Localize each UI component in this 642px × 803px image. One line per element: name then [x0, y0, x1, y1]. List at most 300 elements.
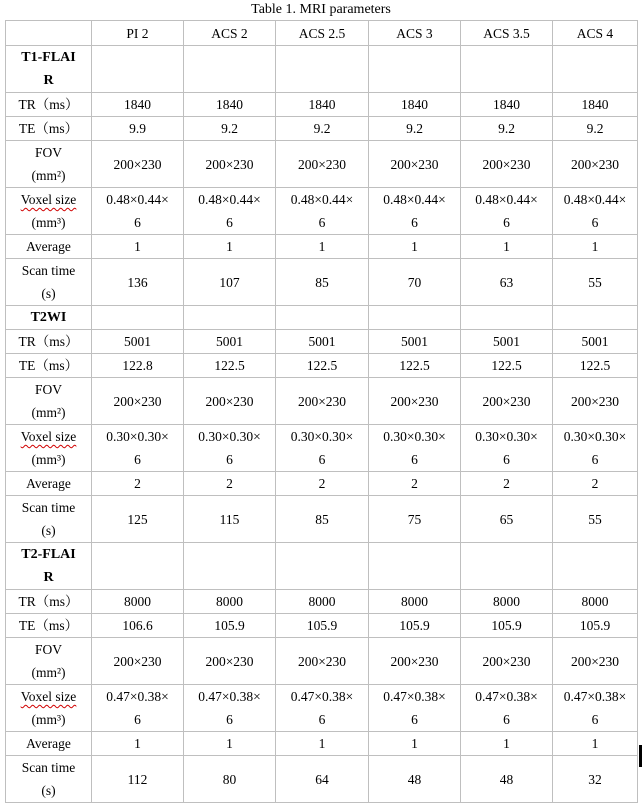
value-cell	[276, 259, 369, 306]
cell-line-1: 0.47×0.38×	[290, 689, 354, 704]
cell-line-1: 1840	[308, 97, 336, 112]
cell-line-1: 32	[588, 771, 602, 787]
table-row	[6, 354, 638, 378]
empty-cell	[461, 543, 553, 590]
section-title	[6, 46, 92, 93]
value-cell	[184, 614, 276, 638]
cell-line-1: 136	[127, 274, 148, 290]
cell-line-1: 200×230	[205, 653, 254, 669]
cell-line-1: 200×230	[570, 653, 620, 669]
value-cell	[276, 638, 369, 685]
cell-line-1: T2WI	[30, 310, 67, 325]
value-cell	[92, 614, 184, 638]
cell-line-1: 55	[588, 511, 602, 527]
value-cell	[369, 141, 461, 188]
cell-line-2: 6	[411, 712, 418, 727]
column-header: ACS 3	[369, 21, 461, 46]
value-cell	[184, 496, 276, 543]
value-cell	[553, 330, 638, 354]
cell-line-1: 1840	[124, 97, 151, 112]
value-cell	[184, 756, 276, 803]
value-cell	[553, 93, 638, 117]
column-header: PI 2	[92, 21, 184, 46]
cell-line-1: Voxel size	[20, 192, 77, 207]
value-cell	[369, 590, 461, 614]
value-cell	[92, 496, 184, 543]
value-cell	[276, 235, 369, 259]
table-row	[6, 496, 638, 543]
value-cell	[276, 590, 369, 614]
cell-line-2: 6	[134, 712, 141, 727]
row-label	[6, 756, 92, 803]
value-cell	[461, 472, 553, 496]
cell-line-2: (s)	[41, 783, 56, 798]
empty-cell	[184, 543, 276, 590]
cell-line-1: 1840	[581, 97, 609, 112]
value-cell	[369, 496, 461, 543]
cell-line-1: 112	[127, 771, 148, 787]
empty-cell	[92, 306, 184, 330]
row-label	[6, 330, 92, 354]
row-label	[6, 590, 92, 614]
cell-line-1: 122.5	[579, 358, 611, 373]
cell-line-1: Voxel size	[20, 429, 77, 444]
cell-line-1: 1	[134, 239, 141, 254]
column-header: ACS 2	[184, 21, 276, 46]
cell-line-1: 0.47×0.38×	[475, 689, 538, 704]
value-cell	[369, 235, 461, 259]
value-cell	[276, 93, 369, 117]
column-header: ACS 3.5	[461, 21, 553, 46]
empty-cell	[553, 543, 638, 590]
empty-cell	[461, 306, 553, 330]
value-cell	[92, 425, 184, 472]
value-cell	[184, 330, 276, 354]
value-cell	[184, 259, 276, 306]
cell-line-1: 1	[226, 239, 233, 254]
cell-line-2: 6	[503, 452, 510, 467]
cell-line-1: 48	[499, 771, 514, 787]
cell-line-1: 0.30×0.30×	[198, 429, 261, 444]
cell-line-1: 0.47×0.38×	[563, 689, 627, 704]
value-cell	[92, 638, 184, 685]
value-cell	[92, 354, 184, 378]
cell-line-1: 1	[503, 736, 510, 751]
table-row	[6, 590, 638, 614]
value-cell	[553, 496, 638, 543]
value-cell	[184, 93, 276, 117]
cell-line-2: 6	[591, 712, 599, 727]
value-cell	[184, 141, 276, 188]
cell-line-1: Scan time	[21, 500, 76, 515]
cell-line-1: 0.48×0.44×	[198, 192, 261, 207]
cell-line-1: 122.8	[122, 358, 153, 373]
cell-line-1: 0.30×0.30×	[290, 429, 354, 444]
value-cell	[276, 117, 369, 141]
cell-line-2: R	[43, 570, 54, 585]
cell-line-2: 6	[503, 712, 510, 727]
cell-line-2: 6	[318, 215, 326, 230]
cell-line-1: 1840	[216, 97, 243, 112]
value-cell	[92, 732, 184, 756]
value-cell	[553, 472, 638, 496]
cell-line-1: 200×230	[390, 156, 439, 172]
cell-line-2: (mm³)	[31, 452, 66, 467]
cell-line-1: 2	[503, 476, 510, 491]
value-cell	[276, 354, 369, 378]
cell-line-1: 115	[219, 511, 240, 527]
cell-line-1: 1840	[493, 97, 520, 112]
cell-line-1: 8000	[308, 594, 336, 609]
cell-line-1: 85	[315, 274, 329, 290]
empty-cell	[369, 46, 461, 93]
cell-line-1: 5001	[401, 334, 428, 349]
cell-line-1: 80	[222, 771, 237, 787]
value-cell	[553, 188, 638, 235]
cell-line-1: 105.9	[579, 618, 611, 633]
cell-line-2: 6	[226, 215, 233, 230]
value-cell	[184, 685, 276, 732]
cell-line-2: 6	[591, 215, 599, 230]
value-cell	[184, 732, 276, 756]
cell-line-1: 5001	[581, 334, 609, 349]
value-cell	[369, 259, 461, 306]
value-cell	[461, 590, 553, 614]
cell-line-1: 75	[407, 511, 422, 527]
cell-line-1: 8000	[581, 594, 609, 609]
cell-line-1: 0.48×0.44×	[290, 192, 354, 207]
cell-line-1: 0.30×0.30×	[475, 429, 538, 444]
cell-line-1: 1	[411, 736, 418, 751]
cell-line-2: (s)	[41, 286, 56, 301]
empty-cell	[276, 46, 369, 93]
table-row	[6, 235, 638, 259]
cell-line-2: 6	[503, 215, 510, 230]
cell-line-1: 1	[591, 239, 599, 254]
value-cell	[461, 496, 553, 543]
section-header-row	[6, 46, 638, 93]
empty-cell	[184, 46, 276, 93]
value-cell	[461, 235, 553, 259]
cell-line-1: 0.48×0.44×	[475, 192, 538, 207]
cell-line-1: Average	[26, 476, 71, 491]
value-cell	[92, 756, 184, 803]
value-cell	[461, 732, 553, 756]
value-cell	[276, 614, 369, 638]
cell-line-1: 200×230	[297, 156, 347, 172]
cell-line-1: TE（ms）	[18, 618, 79, 633]
value-cell	[184, 117, 276, 141]
value-cell	[461, 756, 553, 803]
table-row	[6, 638, 638, 685]
empty-cell	[92, 46, 184, 93]
value-cell	[92, 141, 184, 188]
value-cell	[184, 188, 276, 235]
cell-line-1: 8000	[124, 594, 151, 609]
cell-line-1: 9.2	[498, 121, 515, 136]
value-cell	[461, 685, 553, 732]
cell-line-1: Average	[26, 736, 71, 751]
cell-line-1: 0.48×0.44×	[563, 192, 627, 207]
cell-line-1: 105.9	[491, 618, 522, 633]
mri-parameters-table	[5, 20, 638, 803]
cell-line-1: 55	[588, 274, 602, 290]
value-cell	[92, 117, 184, 141]
cell-line-1: TE（ms）	[18, 121, 79, 136]
value-cell	[184, 235, 276, 259]
cell-line-1: 200×230	[390, 653, 439, 669]
table-row	[6, 685, 638, 732]
row-label	[6, 732, 92, 756]
cell-line-2: 6	[318, 452, 326, 467]
cell-line-1: 70	[407, 274, 422, 290]
value-cell	[553, 732, 638, 756]
cell-line-2: 6	[134, 452, 141, 467]
section-title	[6, 306, 92, 330]
table-row	[6, 259, 638, 306]
cell-line-2: 6	[134, 215, 141, 230]
empty-cell	[276, 543, 369, 590]
row-label	[6, 378, 92, 425]
empty-cell	[461, 46, 553, 93]
empty-cell	[184, 306, 276, 330]
cell-line-2: 6	[591, 452, 599, 467]
cell-line-1: TR（ms）	[18, 594, 79, 609]
value-cell	[276, 496, 369, 543]
cell-line-1: Scan time	[21, 760, 76, 775]
value-cell	[553, 590, 638, 614]
value-cell	[461, 614, 553, 638]
table-row	[6, 425, 638, 472]
cell-line-1: 5001	[124, 334, 151, 349]
table-row	[6, 614, 638, 638]
cell-line-2: (mm³)	[31, 712, 66, 727]
cell-line-1: 63	[499, 274, 514, 290]
cell-line-1: 9.2	[586, 121, 604, 136]
empty-cell	[553, 306, 638, 330]
cell-line-1: 0.48×0.44×	[383, 192, 446, 207]
value-cell	[369, 614, 461, 638]
cell-line-1: 200×230	[570, 393, 620, 409]
row-label	[6, 188, 92, 235]
cell-line-1: TE（ms）	[18, 358, 79, 373]
value-cell	[553, 235, 638, 259]
cell-line-1: 9.9	[129, 121, 146, 136]
row-label	[6, 638, 92, 685]
cell-line-1: 5001	[493, 334, 520, 349]
row-label	[6, 93, 92, 117]
value-cell	[369, 685, 461, 732]
cell-line-2: 6	[318, 712, 326, 727]
cell-line-1: 0.48×0.44×	[106, 192, 169, 207]
table-row	[6, 117, 638, 141]
empty-cell	[276, 306, 369, 330]
cell-line-1: 122.5	[306, 358, 338, 373]
cell-line-1: 2	[318, 476, 326, 491]
value-cell	[276, 188, 369, 235]
value-cell	[369, 354, 461, 378]
value-cell	[553, 756, 638, 803]
row-label	[6, 472, 92, 496]
value-cell	[461, 259, 553, 306]
value-cell	[276, 330, 369, 354]
value-cell	[92, 235, 184, 259]
cell-line-1: 9.2	[221, 121, 238, 136]
cell-line-1: 122.5	[214, 358, 245, 373]
cell-line-1: 200×230	[482, 156, 531, 172]
value-cell	[276, 756, 369, 803]
cell-line-2: (s)	[41, 523, 56, 538]
value-cell	[553, 354, 638, 378]
row-label	[6, 354, 92, 378]
section-header-row	[6, 306, 638, 330]
value-cell	[184, 425, 276, 472]
row-label	[6, 614, 92, 638]
value-cell	[92, 259, 184, 306]
value-cell	[369, 638, 461, 685]
cell-line-1: 200×230	[113, 653, 162, 669]
cell-line-1: 9.2	[406, 121, 423, 136]
cell-line-1: Scan time	[21, 263, 76, 278]
value-cell	[276, 425, 369, 472]
value-cell	[553, 638, 638, 685]
value-cell	[369, 330, 461, 354]
value-cell	[461, 188, 553, 235]
cell-line-1: 200×230	[297, 653, 347, 669]
cell-line-1: 0.30×0.30×	[563, 429, 627, 444]
empty-cell	[369, 543, 461, 590]
value-cell	[276, 732, 369, 756]
cell-line-1: Average	[26, 239, 71, 254]
value-cell	[369, 732, 461, 756]
value-cell	[369, 117, 461, 141]
value-cell	[553, 117, 638, 141]
value-cell	[276, 472, 369, 496]
value-cell	[369, 756, 461, 803]
column-header: ACS 4	[553, 21, 638, 46]
value-cell	[461, 330, 553, 354]
cell-line-1: 2	[591, 476, 599, 491]
cell-line-1: 200×230	[390, 393, 439, 409]
cell-line-1: 200×230	[205, 393, 254, 409]
cell-line-1: 5001	[308, 334, 336, 349]
value-cell	[553, 425, 638, 472]
value-cell	[461, 425, 553, 472]
cell-line-1: 8000	[401, 594, 428, 609]
cell-line-1: 0.47×0.38×	[106, 689, 169, 704]
row-label	[6, 235, 92, 259]
table-caption: Table 1. MRI parameters	[251, 2, 391, 17]
value-cell	[184, 472, 276, 496]
value-cell	[184, 354, 276, 378]
cell-line-1: FOV	[34, 145, 62, 160]
table-row	[6, 378, 638, 425]
table-row	[6, 188, 638, 235]
row-label	[6, 425, 92, 472]
row-label	[6, 685, 92, 732]
cell-line-1: 85	[315, 511, 329, 527]
value-cell	[92, 685, 184, 732]
cell-line-1: 1	[591, 736, 599, 751]
cell-line-2: (mm²)	[31, 168, 66, 183]
table-row	[6, 141, 638, 188]
value-cell	[553, 378, 638, 425]
cell-line-1: 8000	[216, 594, 243, 609]
cell-line-1: 1	[411, 239, 418, 254]
cell-line-1: 106.6	[122, 618, 153, 633]
table-row	[6, 756, 638, 803]
section-title	[6, 543, 92, 590]
value-cell	[553, 614, 638, 638]
cell-line-1: 122.5	[399, 358, 430, 373]
value-cell	[92, 590, 184, 614]
value-cell	[276, 378, 369, 425]
cell-line-1: 105.9	[306, 618, 338, 633]
column-header: ACS 2.5	[276, 21, 369, 46]
empty-cell	[92, 543, 184, 590]
table-row	[6, 472, 638, 496]
cell-line-1: Voxel size	[20, 689, 77, 704]
cell-line-1: FOV	[34, 642, 62, 657]
value-cell	[461, 141, 553, 188]
value-cell	[461, 378, 553, 425]
cell-line-1: 105.9	[214, 618, 245, 633]
value-cell	[553, 685, 638, 732]
value-cell	[369, 378, 461, 425]
table-row	[6, 93, 638, 117]
cell-line-1: 107	[219, 274, 240, 290]
table-row	[6, 330, 638, 354]
value-cell	[92, 472, 184, 496]
row-label	[6, 259, 92, 306]
cell-line-1: 200×230	[570, 156, 620, 172]
value-cell	[92, 378, 184, 425]
value-cell	[92, 93, 184, 117]
cell-line-2: (mm²)	[31, 665, 66, 680]
value-cell	[369, 93, 461, 117]
cell-line-1: T1-FLAI	[21, 50, 76, 65]
value-cell	[369, 188, 461, 235]
cell-line-1: TR（ms）	[18, 97, 79, 112]
cell-line-2: 6	[411, 452, 418, 467]
cell-line-1: 122.5	[491, 358, 522, 373]
cell-line-1: 1	[134, 736, 141, 751]
cell-line-1: 1	[318, 239, 326, 254]
cell-line-1: 200×230	[482, 393, 531, 409]
cell-line-1: 200×230	[113, 156, 162, 172]
cell-line-1: 200×230	[113, 393, 162, 409]
cell-line-2: 6	[226, 452, 233, 467]
value-cell	[553, 141, 638, 188]
cell-line-1: 9.2	[313, 121, 331, 136]
cell-line-1: 8000	[493, 594, 520, 609]
cell-line-1: 48	[407, 771, 422, 787]
empty-cell	[369, 306, 461, 330]
cell-line-1: 5001	[216, 334, 243, 349]
cell-line-1: 0.47×0.38×	[383, 689, 446, 704]
cell-line-1: 1840	[401, 97, 428, 112]
value-cell	[369, 472, 461, 496]
cell-line-1: 125	[127, 511, 148, 527]
cell-line-1: 1	[226, 736, 233, 751]
value-cell	[461, 93, 553, 117]
value-cell	[461, 354, 553, 378]
value-cell	[553, 259, 638, 306]
value-cell	[461, 638, 553, 685]
header-row	[6, 21, 638, 46]
row-label	[6, 117, 92, 141]
value-cell	[184, 638, 276, 685]
